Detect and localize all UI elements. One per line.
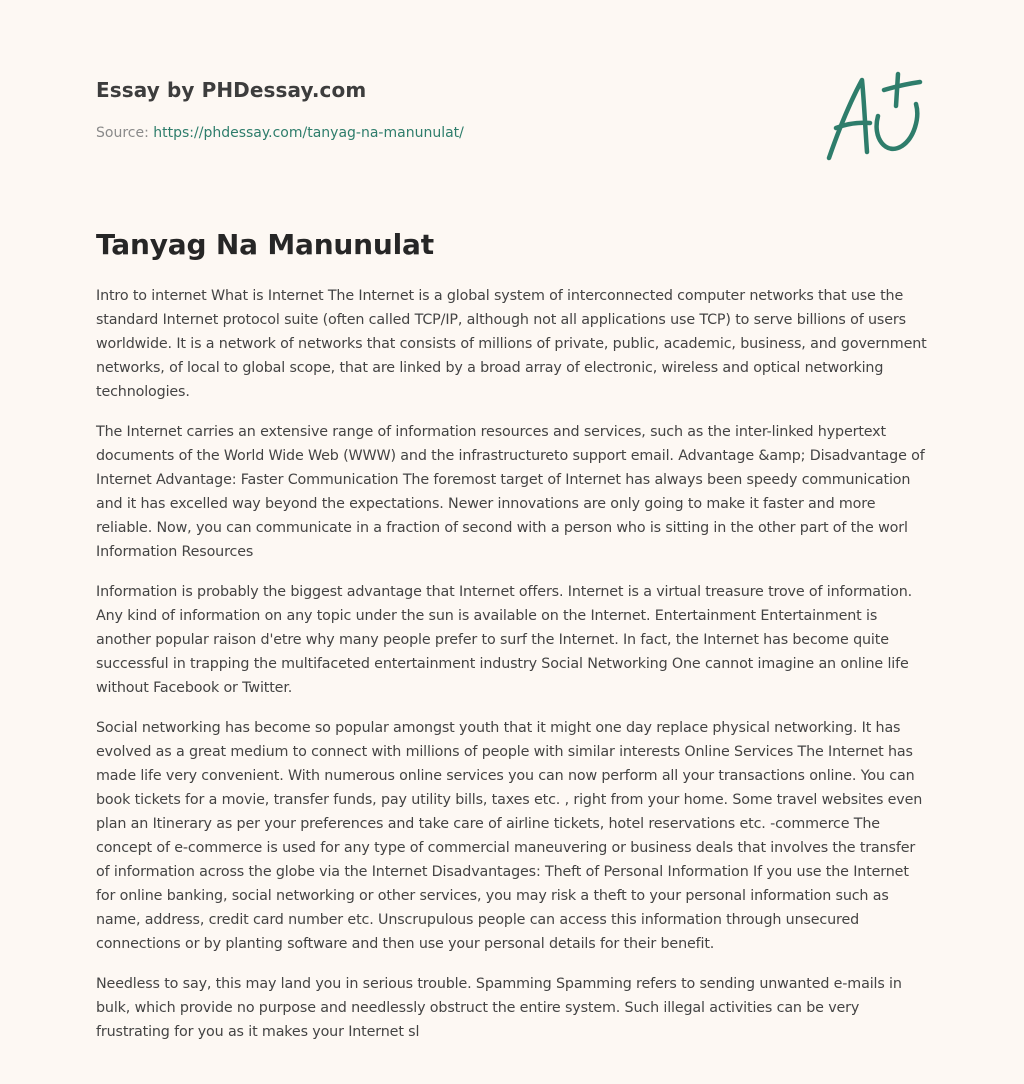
essay-paragraph: Intro to internet What is Internet The Internet is a global system of interconnected computer networks that use the standard Internet protocol suite (often called TCP/IP, although not all applications use TCP) to serve billions of users worldwide. It is a network of networks that consists of millions of private, public, academic, business, and government networks, of local to global scope, that are linked by a broad array of electronic, wireless and optical networking technologies. — [96, 288, 927, 400]
source-link[interactable]: https://phdessay.com/tanyag-na-manunulat/ — [153, 125, 464, 141]
a-plus-logo-icon — [820, 66, 930, 166]
source-line — [96, 123, 796, 143]
source-label: Source: — [96, 125, 154, 141]
essay-paragraph: Information is probably the biggest advantage that Internet offers. Internet is a virtual treasure trove of information. Any kind of information on any topic under the sun is available on the Internet. Entertainment Entertainment is another popular raison d'etre why many people prefer to surf the Internet. In fact, the Internet has become quite successful in trapping the multifaceted entertainment industry Social Networking One cannot imagine an online life without Facebook or Twitter. — [96, 584, 913, 696]
essay-title: Tanyag Na Manunulat — [96, 228, 434, 261]
essay-body — [96, 284, 930, 1060]
site-brand: Essay by PHDessay.com — [96, 78, 367, 102]
essay-paragraph: Needless to say, this may land you in serious trouble. Spamming Spamming refers to sending unwanted e-mails in bulk, which provide no purpose and needlessly obstruct the entire system. Such illegal activities can be very frustrating for you as it makes your Internet sl — [96, 976, 902, 1040]
page-header — [96, 76, 796, 143]
essay-paragraph: The Internet carries an extensive range of information resources and services, such as the inter-linked hypertext documents of the World Wide Web (WWW) and the infrastructureto support email. Advantage &amp; Disadvantage of Internet Advantage: Faster Communication The foremost target of Internet has always been speedy communication and it has excelled way beyond the expectations. Newer innovations are only going to make it faster and more reliable. Now, you can communicate in a fraction of second with a person who is sitting in the other part of the worl Information Resources — [96, 424, 925, 560]
essay-paragraph: Social networking has become so popular amongst youth that it might one day replace physical networking. It has evolved as a great medium to connect with millions of people with similar interests Online Services The Internet has made life very convenient. With numerous online services you can now perform all your transactions online. You can book tickets for a movie, transfer funds, pay utility bills, taxes etc. , right from your home. Some travel websites even plan an Itinerary as per your preferences and take care of airline tickets, hotel reservations etc. -commerce The concept of e-commerce is used for any type of commercial maneuvering or business deals that involves the transfer of information across the globe via the Internet Disadvantages: Theft of Personal Information If you use the Internet for online banking, social networking or other services, you may risk a theft to your personal information such as name, address, credit card number etc. Unscrupulous people can access this information through unsecured connections or by planting software and then use your personal details for their benefit. — [96, 720, 923, 952]
